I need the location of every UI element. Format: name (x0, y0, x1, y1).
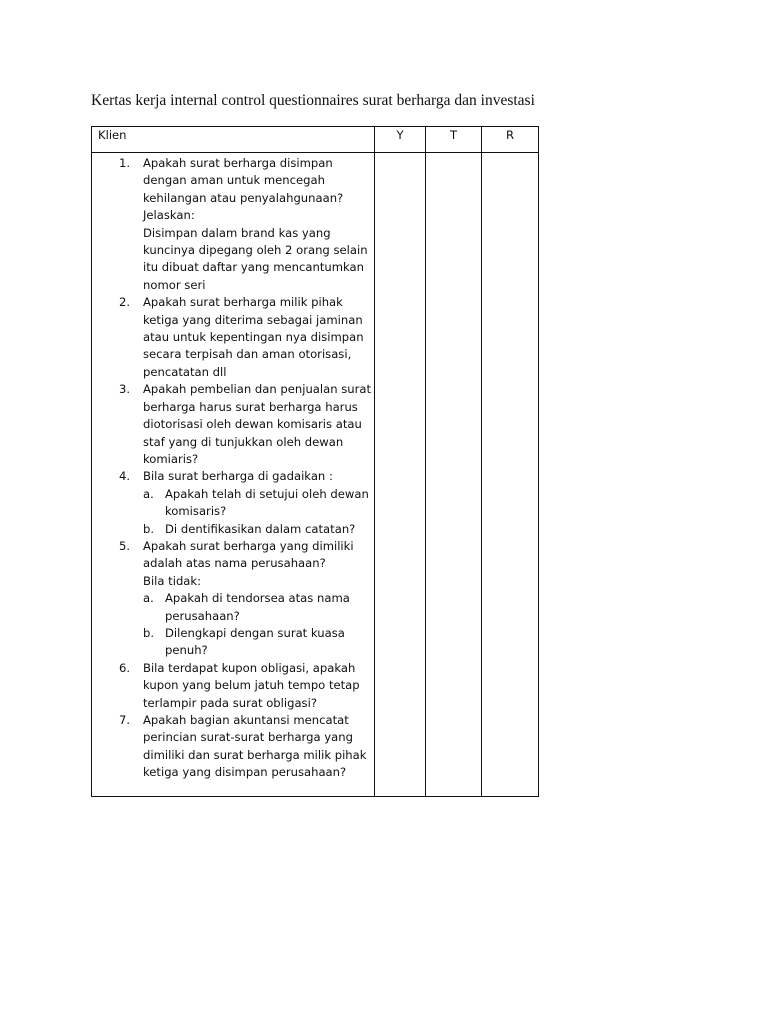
question-text-line: Jelaskan: (143, 208, 195, 223)
questions-cell (92, 153, 375, 797)
question-text-line: ketiga yang disimpan perusahaan? (143, 765, 347, 780)
question-text-line: komiaris? (143, 451, 199, 466)
header-row (92, 127, 539, 153)
header-client: Klien (92, 127, 375, 153)
question-text-line: adalah atas nama perusahaan? (143, 556, 326, 571)
question-text-line: pencatatan dll (143, 364, 227, 379)
sub-question (143, 625, 374, 660)
header-y: Y (375, 127, 426, 153)
document-title: Kertas kerja internal control questionnaires surat berharga dan investasi (91, 92, 535, 109)
question-text-line: perincian surat-surat berharga yang (143, 730, 353, 745)
sub-question-text-line: Apakah di tendorsea atas nama (165, 591, 350, 606)
question-text-line: Apakah pembelian dan penjualan surat (143, 382, 372, 397)
sub-question-text-line: komisaris? (165, 504, 227, 519)
question-item (92, 381, 374, 468)
question-text-line: kuncinya dipegang oleh 2 orang selain (143, 243, 368, 258)
question-text-line: atau untuk kepentingan nya disimpan (143, 330, 364, 345)
question-item (92, 468, 374, 538)
question-text-line: ketiga yang diterima sebagai jaminan (143, 312, 363, 327)
question-number: 1. (119, 156, 131, 170)
question-text-line: berharga harus surat berharga harus (143, 399, 358, 414)
question-text-line: secara terpisah dan aman otorisasi, (143, 347, 352, 362)
header-t: T (426, 127, 482, 153)
question-text-line: dimiliki dan surat berharga milik pihak (143, 747, 367, 762)
question-text-line: kehilangan atau penyalahgunaan? (143, 190, 344, 205)
question-text-line: kupon yang belum jatuh tempo tetap (143, 678, 360, 693)
question-text-line: Bila terdapat kupon obligasi, apakah (143, 660, 356, 675)
question-text-line: Apakah bagian akuntansi mencatat (143, 713, 349, 727)
sub-question-text-line: penuh? (165, 643, 208, 658)
header-r: R (482, 127, 539, 153)
sub-question (143, 521, 374, 538)
question-text-line: Apakah surat berharga yang dimiliki (143, 538, 354, 553)
sub-question-text-line: perusahaan? (165, 608, 240, 623)
answer-t-column (426, 153, 482, 797)
answer-r-column (482, 153, 539, 797)
question-number: 7. (119, 713, 131, 727)
question-text-line: terlampir pada surat obligasi? (143, 695, 317, 710)
question-number: 6. (119, 660, 131, 675)
question-text-line: diotorisasi oleh dewan komisaris atau (143, 417, 362, 432)
question-text-line: Apakah surat berharga disimpan (143, 156, 333, 170)
question-item (92, 294, 374, 381)
sub-question-letter: b. (143, 625, 155, 640)
question-number: 3. (119, 382, 131, 397)
sub-question-text-line: Dilengkapi dengan surat kuasa (165, 625, 345, 640)
sub-question (143, 590, 374, 625)
question-text-line: dengan aman untuk mencegah (143, 173, 325, 188)
sub-question-text-line: Di dentifikasikan dalam catatan? (165, 521, 356, 536)
sub-question-letter: b. (143, 521, 155, 536)
sub-question-letter: a. (143, 486, 154, 501)
question-item (92, 712, 374, 782)
question-number: 2. (119, 295, 131, 310)
question-text-line: nomor seri (143, 277, 206, 292)
question-text-line: Disimpan dalam brand kas yang (143, 225, 331, 240)
question-text-line: itu dibuat daftar yang mencantumkan (143, 260, 364, 275)
sub-question-text-line: Apakah telah di setujui oleh dewan (165, 486, 369, 501)
questionnaire-table (91, 126, 539, 797)
question-item (92, 538, 374, 660)
question-number: 4. (119, 469, 131, 484)
question-list (92, 155, 374, 782)
sub-question (143, 486, 374, 521)
question-text-line: Bila tidak: (143, 573, 202, 588)
question-text-line: Bila surat berharga di gadaikan : (143, 469, 333, 484)
question-item (92, 155, 374, 294)
question-item (92, 660, 374, 712)
question-text-line: staf yang di tunjukkan oleh dewan (143, 434, 344, 449)
questions-row (92, 153, 539, 797)
answer-y-column (375, 153, 426, 797)
question-text-line: Apakah surat berharga milik pihak (143, 295, 343, 310)
sub-question-letter: a. (143, 591, 154, 606)
question-number: 5. (119, 538, 131, 553)
